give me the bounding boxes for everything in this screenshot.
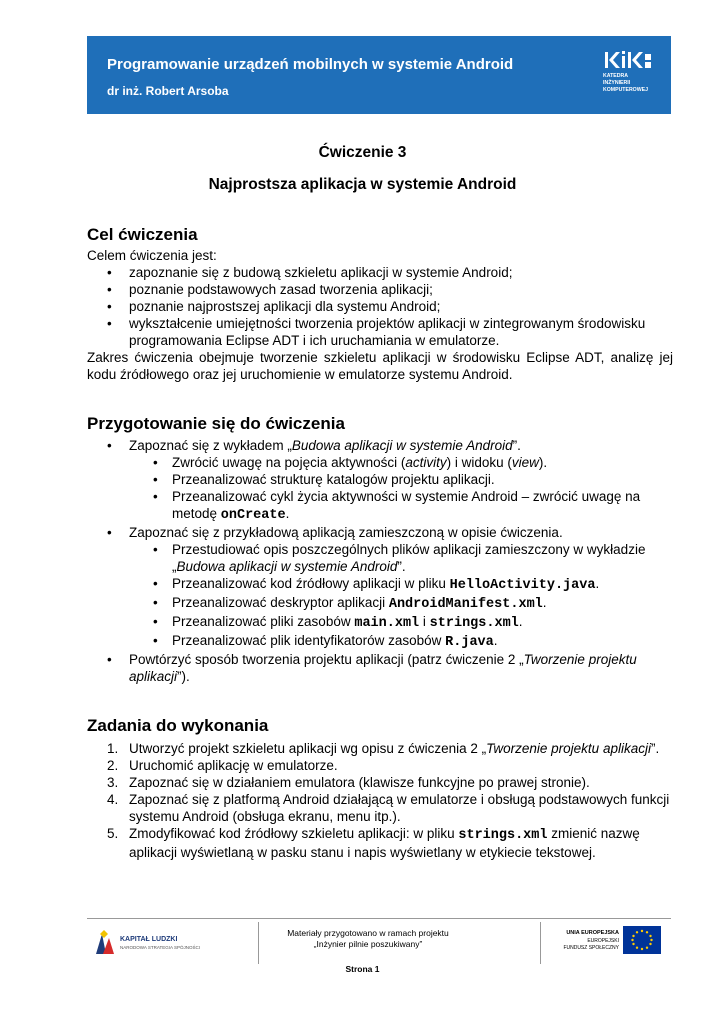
list-item: • zapoznanie się z budową szkieletu aplikacji w systemie Android; (87, 264, 673, 281)
list-item: • Zwrócić uwagę na pojęcia aktywności (activity) i widoku (view). (129, 454, 673, 471)
list-item: 5. Zmodyfikować kod źródłowy szkieletu aplikacji: w pliku strings.xml zmienić nazwę aplikacji wyświetlaną w pasku stanu i napis wyświetlany w etykiecie tekstowej. (107, 826, 640, 860)
sublist (129, 541, 673, 651)
list-item: • Przestudiować opis poszczególnych plików aplikacji zamieszczony w wykładzie „Budowa aplikacji w systemie Android”. (129, 541, 673, 575)
kik-logo-icon (603, 50, 655, 72)
code-helloactivity: HelloActivity.java (449, 578, 596, 593)
code-strings-xml: strings.xml (458, 828, 548, 843)
list-item: • Przeanalizować deskryptor aplikacji AndroidManifest.xml. (129, 594, 673, 613)
objective-section (87, 247, 673, 383)
footer-separator (540, 922, 541, 964)
list-item: • Przeanalizować plik identyfikatorów zasobów R.java. (129, 632, 673, 651)
list-item: • Zapoznać się z wykładem „Budowa aplikacji w systemie Android”. • Zwrócić uwagę na pojęcia aktywności (activity) i widoku (view). • Przeanalizować strukturę katalogów projektu aplikacji. • Przeanalizować cykl życia aktywności w systemie Android – zwrócić uwagę na metodę onCreate. (87, 437, 673, 524)
list-item: • Przeanalizować pliki zasobów main.xml i strings.xml. (129, 613, 673, 632)
code-r-java: R.java (445, 635, 494, 650)
department-logo (603, 50, 657, 102)
logo-text-3: KOMPUTEROWEJ (603, 87, 648, 93)
list-item: • Przeanalizować kod źródłowy aplikacji w pliku HelloActivity.java. (129, 575, 673, 594)
code-oncreate: onCreate (220, 508, 286, 523)
page-number: Strona 1 (345, 964, 380, 974)
code-strings-xml: strings.xml (429, 616, 519, 631)
eu-flag-icon (623, 926, 661, 954)
eu-logo: UNIA EUROPEJSKA EUROPEJSKI FUNDUSZ SPOŁECZNY (555, 926, 665, 960)
list-item: 3. Zapoznać się w działaniem emulatora (klawisze funkcyjne po prawej stronie). (107, 775, 590, 790)
author-name: dr inż. Robert Arsoba (107, 84, 229, 98)
list-item: • Powtórzyć sposób tworzenia projektu aplikacji (patrz ćwiczenie 2 „Tworzenie projektu aplikacji”). (87, 651, 673, 685)
list-item: • poznanie najprostszej aplikacji dla systemu Android; (87, 298, 673, 315)
tasks-section (87, 740, 673, 861)
footer-project-note: Materiały przygotowano w ramach projektu „Inżynier pilnie poszukiwany” (287, 928, 449, 949)
sublist (129, 454, 673, 524)
code-manifest: AndroidManifest.xml (388, 597, 543, 612)
heading-objective: Cel ćwiczenia (87, 225, 198, 244)
list-item: 2. Uruchomić aplikację w emulatorze. (107, 758, 338, 773)
kapital-ludzki-icon (94, 930, 116, 956)
list-item: • Przeanalizować cykl życia aktywności w systemie Android – zwrócić uwagę na metodę onCreate. (129, 488, 673, 524)
list-item: • wykształcenie umiejętności tworzenia projektów aplikacji w zintegrowanym środowisku programowania Eclipse ADT i ich uruchamiania w emulatorze. (87, 315, 673, 349)
list-item: • poznanie podstawowych zasad tworzenia aplikacji; (87, 281, 673, 298)
heading-preparation: Przygotowanie się do ćwiczenia (87, 414, 345, 433)
list-item: • Zapoznać się z przykładową aplikacją zamieszczoną w opisie ćwiczenia. • Przestudiować opis poszczególnych plików aplikacji zamieszczony w wykładzie „Budowa aplikacji w systemie Android”. • Przeanalizować kod źródłowy aplikacji w pliku HelloActivity.java. • Przeanalizować deskryptor aplikacji AndroidManifest.xml. • Przeanalizować pliki zasobów main.xml i strings.xml. • Przeanalizować plik identyfikatorów zasobów R.java. (87, 524, 673, 651)
exercise-number: Ćwiczenie 3 (318, 144, 407, 161)
objective-intro: Celem ćwiczenia jest: (87, 248, 217, 263)
list-item: 4. Zapoznać się z platformą Android działającą w emulatorze i obsługą podstawowych funkcji systemu Android (obsługa ekranu, menu itp.). (107, 792, 670, 824)
code-main-xml: main.xml (354, 616, 420, 631)
objective-scope: Zakres ćwiczenia obejmuje tworzenie szkieletu aplikacji w środowisku Eclipse ADT, analizę jej kodu źródłowego oraz jej uruchomienie w emulatorze systemu Android. (87, 350, 673, 382)
course-title: Programowanie urządzeń mobilnych w systemie Android (107, 56, 514, 73)
preparation-list (87, 437, 673, 685)
logo-text-1: KATEDRA (603, 73, 628, 79)
list-item: • Przeanalizować strukturę katalogów projektu aplikacji. (129, 471, 673, 488)
kapital-ludzki-logo: KAPITAŁ LUDZKI NARODOWA STRATEGIA SPÓJNOŚCI (94, 928, 214, 960)
exercise-title: Najprostsza aplikacja w systemie Android (208, 176, 517, 193)
preparation-section (87, 437, 673, 685)
tasks-list (87, 740, 673, 861)
objective-list (87, 264, 673, 349)
heading-tasks: Zadania do wykonania (87, 716, 269, 735)
logo-text-2: INŻYNIERII (603, 80, 631, 86)
header-banner (87, 36, 671, 114)
footer-divider (87, 918, 671, 919)
list-item: 1. Utworzyć projekt szkieletu aplikacji wg opisu z ćwiczenia 2 „Tworzenie projektu aplikacji”. (107, 741, 660, 756)
